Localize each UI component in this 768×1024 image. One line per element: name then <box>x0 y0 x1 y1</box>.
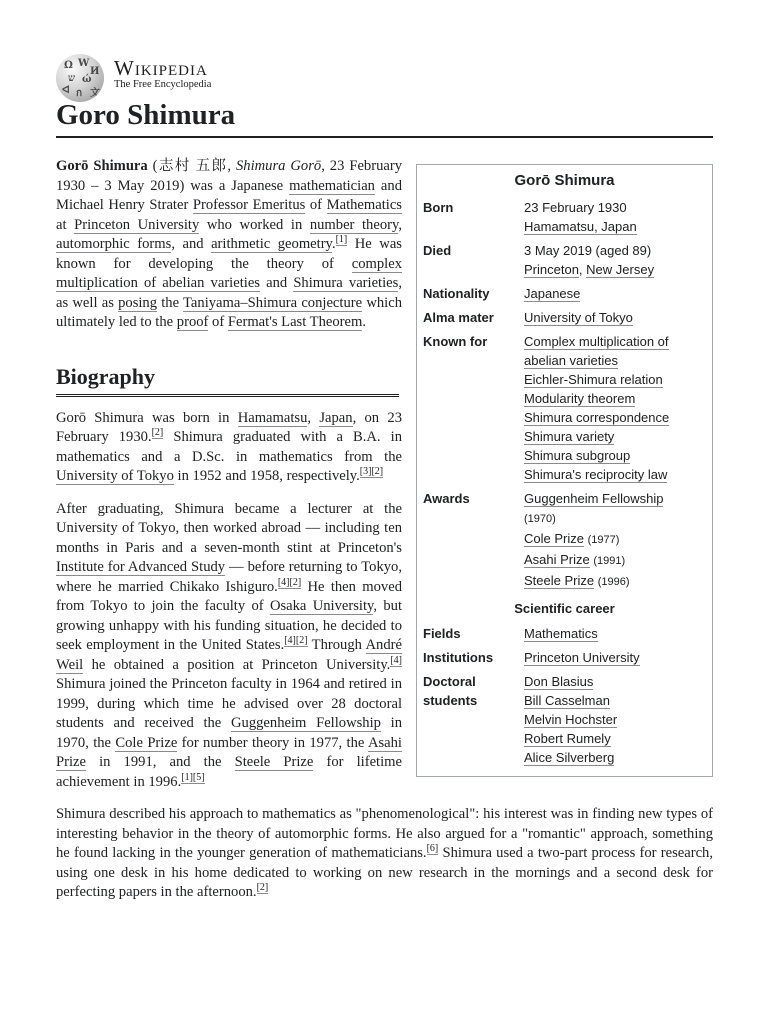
known-for-link[interactable]: Shimura variety <box>524 429 615 444</box>
infobox-value <box>524 487 706 595</box>
link-institute-for-advanced-study[interactable]: Institute for Advanced Study <box>56 559 226 575</box>
text: Through <box>307 637 366 653</box>
known-for-link[interactable]: Shimura subgroup <box>524 448 631 463</box>
text: , <box>398 216 402 233</box>
died-state-link[interactable]: New Jersey <box>586 262 655 277</box>
subject-name: Gorō Shimura <box>56 158 148 174</box>
text: — before returning to Tokyo, where he married Chikako Ishiguro. <box>56 559 402 595</box>
page-header <box>56 0 713 131</box>
kanji-name: 志村 五郎 <box>157 158 228 174</box>
link-posing[interactable]: posing <box>118 294 158 311</box>
reference-link[interactable]: [6] <box>426 843 439 855</box>
link-osaka-university[interactable]: Osaka University <box>269 598 374 614</box>
infobox-row-section <box>423 595 706 622</box>
link-mathematics[interactable]: Mathematics <box>326 197 402 213</box>
text: in 1970, the <box>56 715 403 751</box>
reference-link[interactable]: [3] <box>359 466 372 478</box>
infobox-value <box>524 239 706 282</box>
born-date: 23 February 1930 <box>524 200 627 215</box>
fields-link[interactable]: Mathematics <box>524 626 598 641</box>
reference-link[interactable]: [2] <box>371 466 384 478</box>
reference-link[interactable]: [4] <box>277 576 290 588</box>
infobox-label: Doctoral students <box>423 674 478 708</box>
died-city-link[interactable]: Princeton <box>524 262 579 277</box>
text: and Michael Henry Strater <box>56 177 402 213</box>
text: he obtained a position at Princeton University. <box>83 656 391 673</box>
award-year: (1970) <box>524 513 556 525</box>
text: Shimura joined the Princeton faculty in 1964 and retired in 1999, during which time he advised over 28 doctoral students and received the <box>56 676 402 731</box>
site-header <box>56 0 713 100</box>
text: Shimura graduated with a B.A. in mathematics and a D.Sc. in mathematics from the <box>56 429 402 465</box>
link-mathematician[interactable]: mathematician <box>289 177 375 194</box>
link-complex-multiplication[interactable]: complex multiplication of abelian varieties <box>56 255 402 291</box>
text: for number theory in 1977, the <box>177 734 368 751</box>
infobox-label: Known for <box>423 334 488 349</box>
award-link[interactable]: Asahi Prize <box>524 552 590 567</box>
text: , <box>227 158 236 174</box>
text: , but growing unhappy with his funding situation, he decided to seek employment in the United States. <box>56 598 402 653</box>
text: , as well as <box>56 275 402 311</box>
reference-link[interactable]: [4] <box>390 654 402 666</box>
award-year: (1991) <box>593 555 626 567</box>
infobox-row-nationality <box>423 282 706 306</box>
doctoral-student-link[interactable]: Bill Casselman <box>524 693 610 708</box>
reference-link[interactable]: [1] <box>181 771 193 783</box>
link-japan[interactable]: Japan <box>319 409 353 426</box>
article-body <box>56 157 713 916</box>
text: He was known for developing the theory of <box>56 236 402 272</box>
link-number-theory[interactable]: number theory <box>309 216 399 233</box>
infobox-value <box>524 622 706 646</box>
link-proof[interactable]: proof <box>176 314 209 330</box>
link-automorphic-forms[interactable]: automorphic forms <box>56 236 172 252</box>
infobox-row-institutions <box>423 646 706 670</box>
infobox-value <box>524 306 706 330</box>
link-andre-weil[interactable]: André Weil <box>56 637 402 673</box>
reference-link[interactable]: [1] <box>335 234 348 246</box>
reference-link[interactable]: [2] <box>295 635 308 647</box>
nationality-link[interactable]: Japanese <box>524 286 581 301</box>
infobox-value <box>524 670 706 770</box>
infobox-label: Alma mater <box>423 310 494 325</box>
award-link[interactable]: Guggenheim Fellowship <box>524 491 664 506</box>
reference-link[interactable]: [2] <box>256 882 269 894</box>
infobox-value <box>524 282 706 306</box>
died-date: 3 May 2019 (aged 89) <box>524 243 652 258</box>
doctoral-student-link[interactable]: Alice Silverberg <box>524 750 615 765</box>
text: who worked in <box>199 216 310 233</box>
text: Shimura used a two-part process for research, using one desk in his home dedicated to working on new research in the mornings and a second desk for perfecting papers in the afternoon. <box>56 845 713 900</box>
doctoral-student-link[interactable]: Melvin Hochster <box>524 712 618 727</box>
known-for-link[interactable]: Eichler-Shimura relation <box>524 372 663 387</box>
link-steele-prize[interactable]: Steele Prize <box>234 754 314 770</box>
reference-link[interactable]: [5] <box>192 771 205 783</box>
infobox-row-known-for <box>423 330 706 487</box>
infobox-row-born <box>423 196 706 239</box>
text: He then moved from Tokyo to join the faculty of <box>56 578 402 614</box>
site-brand[interactable] <box>114 57 211 91</box>
text: , and <box>171 236 212 252</box>
award-year: (1996) <box>597 576 630 588</box>
separator: , <box>578 262 587 277</box>
link-guggenheim-fellowship[interactable]: Guggenheim Fellowship <box>230 715 381 731</box>
text: in 1991, and the <box>86 754 235 770</box>
alma-mater-link[interactable]: University of Tokyo <box>524 310 633 325</box>
text: the <box>157 294 184 311</box>
text: ( <box>147 158 158 174</box>
infobox-value <box>524 330 706 487</box>
link-hamamatsu[interactable]: Hamamatsu <box>237 409 308 426</box>
text: , on 23 February 1930. <box>56 409 402 445</box>
link-asahi-prize[interactable]: Asahi Prize <box>56 734 402 770</box>
infobox-section-heading: Scientific career <box>514 601 615 616</box>
infobox-title: Gorō Shimura <box>514 172 615 189</box>
link-professor-emeritus[interactable]: Professor Emeritus <box>192 197 306 213</box>
biography-paragraph-3 <box>56 805 713 903</box>
infobox-table <box>423 196 706 770</box>
infobox-value <box>524 196 706 239</box>
known-for-link[interactable]: Modularity theorem <box>524 391 636 406</box>
award-link[interactable]: Cole Prize <box>524 531 584 546</box>
award-year: (1977) <box>587 534 620 546</box>
text: . <box>362 314 367 330</box>
link-cole-prize[interactable]: Cole Prize <box>115 734 178 751</box>
text: in 1952 and 1958, respectively. <box>173 468 360 484</box>
infobox-label: Fields <box>423 626 461 641</box>
link-university-of-tokyo[interactable]: University of Tokyo <box>56 468 174 484</box>
link-taniyama-shimura[interactable]: Taniyama–Shimura conjecture <box>183 294 363 311</box>
infobox-label: Born <box>423 200 454 215</box>
link-shimura-varieties[interactable]: Shimura varieties <box>293 275 399 291</box>
text: of <box>305 197 327 213</box>
link-princeton-university[interactable]: Princeton University <box>74 216 200 233</box>
institutions-link[interactable]: Princeton University <box>524 650 640 665</box>
romaji-name: Shimura Gorō <box>235 158 322 174</box>
text: which ultimately led to the <box>56 294 402 330</box>
text: and <box>259 275 294 291</box>
reference-link[interactable]: [2] <box>289 576 302 588</box>
known-for-link[interactable]: Shimura's reciprocity law <box>524 467 668 482</box>
infobox-row-died <box>423 239 706 282</box>
infobox-label: Awards <box>423 491 470 506</box>
text: of <box>208 314 228 330</box>
page-title: Goro Shimura <box>56 98 713 138</box>
wikipedia-globe-icon[interactable]: Ω W И ש ώ ᐊ ก 文 <box>56 54 104 102</box>
text: Gorō Shimura was born in <box>56 409 238 426</box>
reference-link[interactable]: [4] <box>284 635 296 647</box>
doctoral-student-link[interactable]: Don Blasius <box>524 674 594 689</box>
infobox-row-alma-mater <box>423 306 706 330</box>
text: . <box>331 236 336 252</box>
infobox-label: Died <box>423 243 452 258</box>
infobox-row-awards <box>423 487 706 595</box>
link-arithmetic-geometry[interactable]: arithmetic geometry <box>211 236 332 252</box>
known-for-link[interactable]: Shimura correspondence <box>524 410 670 425</box>
text: , <box>307 409 320 426</box>
infobox-label: Nationality <box>423 286 490 301</box>
infobox-row-doctoral-students <box>423 670 706 770</box>
text: , 23 February 1930 – 3 May 2019) was a Japanese <box>56 158 403 194</box>
infobox-value <box>524 646 706 670</box>
infobox-row-fields <box>423 622 706 646</box>
born-place-link[interactable]: Hamamatsu, Japan <box>524 219 637 234</box>
award-link[interactable]: Steele Prize <box>524 573 595 588</box>
known-for-link[interactable]: Complex multiplication of abelian varieties <box>524 334 669 368</box>
site-tagline: The Free Encyclopedia <box>114 79 212 90</box>
text: After graduating, Shimura became a lecturer at the University of Tokyo, then worked abroad — including ten months in Paris and a seven-month stint at Princeton's <box>56 500 402 556</box>
reference-link[interactable]: [2] <box>151 427 164 439</box>
infobox <box>416 164 713 777</box>
text: Shimura described his approach to mathematics as "phenomenological": his interest was in finding new types of interesting behavior in the theory of automorphic forms. He also argued for a "romantic" approach, something he found lacking in the younger generation of mathematicians. <box>56 806 713 861</box>
link-fermats-last-theorem[interactable]: Fermat's Last Theorem <box>227 314 363 330</box>
doctoral-student-link[interactable]: Robert Rumely <box>524 731 611 746</box>
infobox-label: Institutions <box>423 650 494 665</box>
section-heading-biography: Biography <box>56 365 399 397</box>
text: for lifetime achievement in 1996. <box>56 754 402 790</box>
text: at <box>56 216 75 233</box>
site-wordmark[interactable]: Wikipedia <box>114 56 208 80</box>
